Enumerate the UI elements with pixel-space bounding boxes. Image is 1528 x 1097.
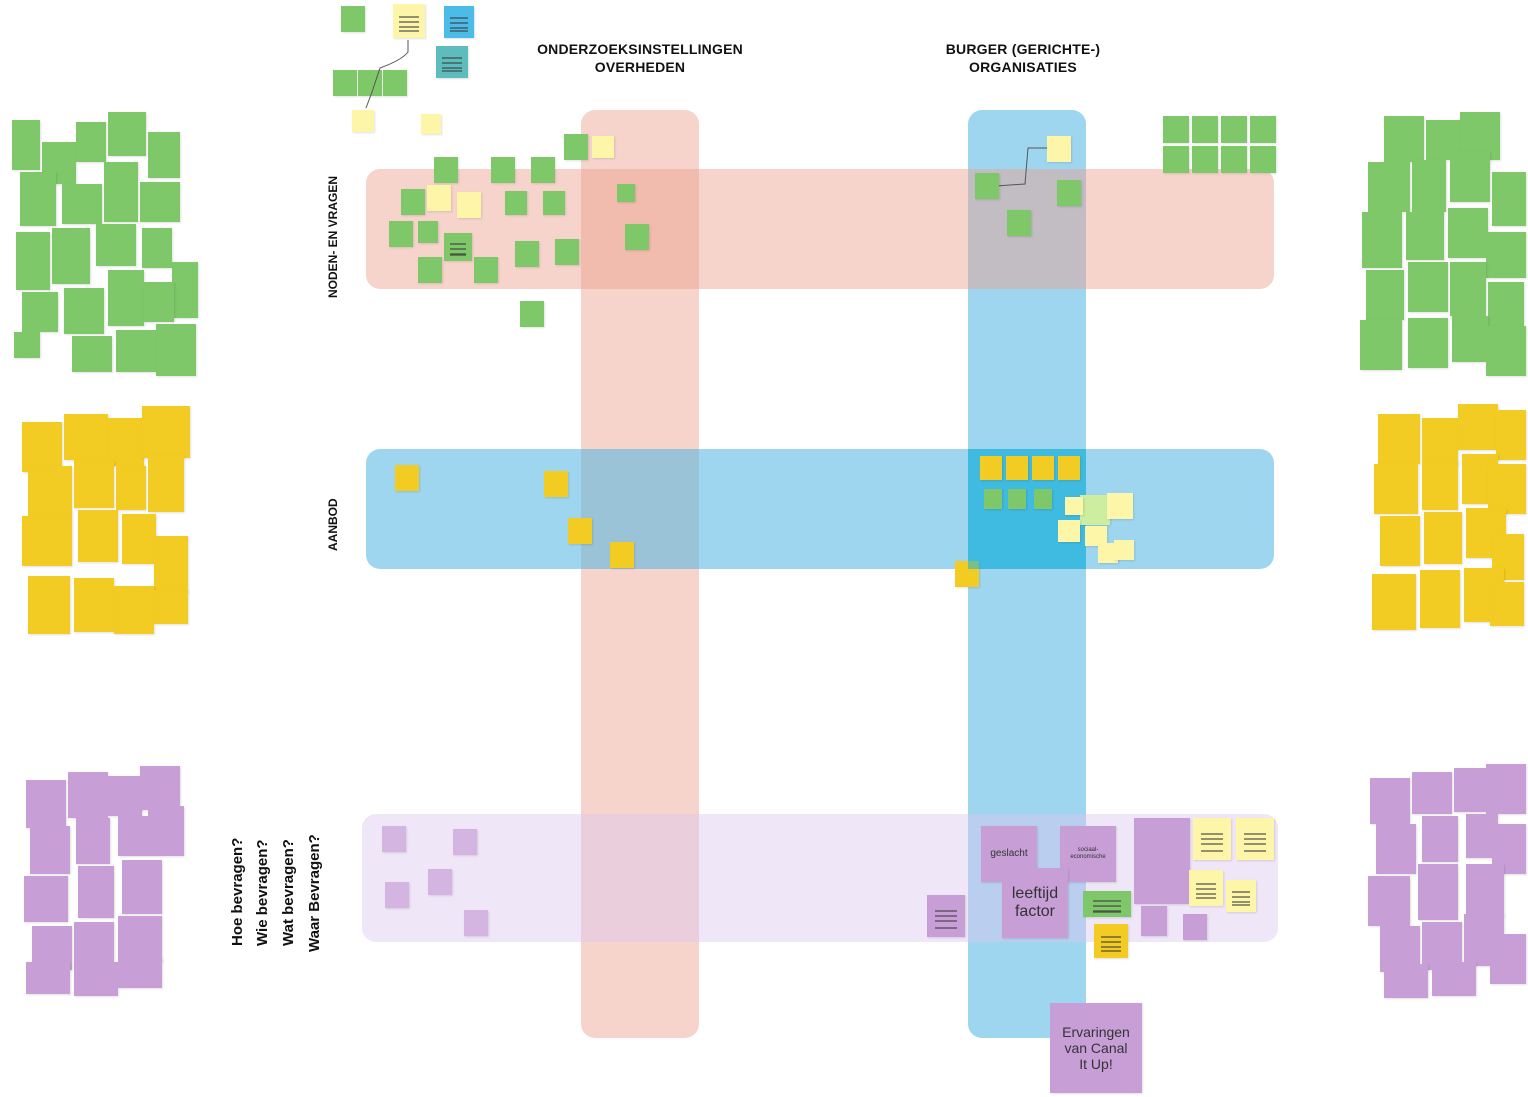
sticky-note[interactable]: [156, 324, 196, 376]
sticky-note-lined[interactable]: [1193, 818, 1231, 860]
sticky-note[interactable]: [457, 192, 481, 218]
sticky-note[interactable]: [1250, 116, 1276, 143]
sticky-note[interactable]: [22, 422, 62, 472]
sticky-note[interactable]: [1047, 136, 1071, 162]
sticky-note[interactable]: [505, 191, 527, 215]
sticky-note[interactable]: [1057, 180, 1081, 206]
cluster-purple-right: [1366, 764, 1526, 998]
sticky-note[interactable]: [1368, 876, 1410, 926]
sticky-note[interactable]: [1192, 146, 1218, 173]
note-text-line: Ervaringen: [1062, 1023, 1130, 1040]
sticky-note[interactable]: [531, 157, 555, 183]
sticky-note[interactable]: [122, 860, 162, 914]
sticky-note[interactable]: [389, 221, 413, 247]
sticky-note[interactable]: [395, 465, 419, 491]
sticky-note[interactable]: [1378, 414, 1420, 464]
sticky-note[interactable]: [1080, 495, 1110, 525]
sticky-note[interactable]: [1221, 116, 1247, 143]
sticky-note[interactable]: [1370, 778, 1410, 824]
sticky-note[interactable]: [1034, 489, 1052, 509]
sticky-note[interactable]: [22, 292, 58, 332]
sticky-note[interactable]: [1372, 574, 1416, 630]
sticky-note[interactable]: [76, 122, 106, 162]
note-text: [1002, 868, 1068, 938]
sticky-note[interactable]: [116, 466, 146, 510]
sticky-note[interactable]: [1408, 318, 1448, 368]
sticky-note[interactable]: [592, 136, 614, 158]
sticky-note[interactable]: [1490, 582, 1524, 626]
note-text-line: factor: [1014, 903, 1055, 920]
sticky-note[interactable]: [52, 228, 90, 284]
sticky-note-lined[interactable]: [444, 233, 472, 261]
sticky-note[interactable]: [76, 818, 110, 864]
cluster-green-right: [1360, 112, 1526, 378]
sticky-note[interactable]: [1490, 934, 1526, 984]
note-text-line: van Canal: [1064, 1039, 1128, 1056]
column-title-line: OVERHEDEN: [594, 59, 686, 75]
sticky-note[interactable]: [1163, 116, 1189, 143]
sticky-note[interactable]: [1183, 914, 1207, 940]
sticky-note[interactable]: [1163, 146, 1189, 173]
sticky-note[interactable]: [544, 471, 568, 497]
sticky-note[interactable]: [118, 816, 148, 856]
sticky-note-lined[interactable]: [927, 895, 965, 937]
sticky-note[interactable]: [453, 829, 477, 855]
sticky-note[interactable]: [1450, 262, 1486, 316]
sticky-note-sociaal[interactable]: [1060, 826, 1116, 882]
sticky-note[interactable]: [1006, 456, 1028, 480]
note-text-line: leeftijd: [1011, 884, 1059, 902]
sticky-note[interactable]: [1486, 764, 1526, 814]
sticky-note[interactable]: [617, 184, 635, 202]
sticky-note[interactable]: [20, 172, 56, 226]
sticky-note[interactable]: [154, 536, 188, 592]
sticky-note[interactable]: [1007, 210, 1031, 236]
sticky-note[interactable]: [12, 120, 40, 170]
sticky-note[interactable]: [1114, 540, 1134, 560]
sticky-note[interactable]: [64, 414, 108, 460]
sticky-note[interactable]: [26, 780, 66, 828]
sticky-note-grid: [1163, 116, 1277, 176]
sticky-note[interactable]: [1422, 816, 1458, 862]
sticky-note[interactable]: [1065, 497, 1083, 515]
sticky-note[interactable]: [1362, 212, 1402, 268]
sticky-note[interactable]: [1458, 404, 1498, 450]
sticky-note[interactable]: [78, 866, 114, 918]
sticky-note[interactable]: [108, 776, 142, 816]
cluster-yellow-left: [18, 406, 192, 636]
sticky-note[interactable]: [1384, 116, 1424, 162]
sticky-note[interactable]: [108, 270, 144, 326]
sticky-note[interactable]: [564, 134, 588, 160]
sticky-note[interactable]: [474, 257, 498, 283]
sticky-note[interactable]: [1452, 316, 1488, 362]
column-title-line: ORGANISATIES: [969, 59, 1077, 75]
sticky-note[interactable]: [118, 958, 162, 988]
sticky-note[interactable]: [142, 406, 190, 458]
sticky-note[interactable]: [980, 456, 1002, 480]
sticky-note[interactable]: [16, 232, 50, 290]
sticky-note[interactable]: [118, 916, 162, 962]
question-wat-bevragen: Wat bevragen?: [280, 839, 297, 946]
sticky-note[interactable]: [74, 962, 118, 996]
sticky-note[interactable]: [434, 157, 458, 183]
sticky-note[interactable]: [428, 869, 452, 895]
sticky-note[interactable]: [154, 590, 188, 624]
cluster-purple-left: [22, 766, 186, 998]
sticky-note[interactable]: [1366, 270, 1404, 320]
sticky-note[interactable]: [1376, 824, 1416, 874]
sticky-note-leeftijd[interactable]: [1002, 868, 1068, 938]
note-text: geslacht: [990, 848, 1028, 860]
sticky-note-lined[interactable]: [1236, 818, 1274, 860]
sticky-note[interactable]: [14, 332, 40, 358]
sticky-note[interactable]: [72, 336, 112, 372]
sticky-note[interactable]: [108, 112, 146, 156]
sticky-note[interactable]: [385, 882, 409, 908]
sticky-note[interactable]: [568, 518, 592, 544]
sticky-note[interactable]: [62, 184, 102, 224]
sticky-note[interactable]: [401, 189, 425, 215]
sticky-note[interactable]: [625, 224, 649, 250]
question-wie-bevragen: Wie bevragen?: [254, 839, 271, 946]
sticky-note[interactable]: [464, 910, 488, 936]
note-text-line: It Up!: [1079, 1056, 1113, 1073]
sticky-note[interactable]: [116, 330, 156, 372]
sticky-note[interactable]: [1360, 320, 1402, 370]
sticky-note[interactable]: [1380, 516, 1420, 566]
note-text: sociaal- economische: [1070, 847, 1106, 860]
cluster-green-left: [12, 112, 198, 378]
sticky-note-lined[interactable]: [1083, 891, 1131, 917]
sticky-note[interactable]: [108, 418, 144, 466]
row-title-noden-en-vragen: NODEN- EN VRAGEN: [326, 175, 340, 298]
sticky-note[interactable]: [1107, 493, 1133, 519]
sticky-note[interactable]: [1488, 464, 1526, 514]
column-title-line: BURGER (GERICHTE-): [945, 41, 1101, 57]
sticky-note[interactable]: [1412, 772, 1452, 814]
sticky-note[interactable]: [96, 224, 136, 266]
sticky-note[interactable]: [1141, 906, 1167, 936]
sticky-note[interactable]: [1412, 160, 1446, 212]
sticky-note[interactable]: [30, 826, 70, 874]
sticky-note[interactable]: [515, 241, 539, 267]
sticky-note[interactable]: [1422, 418, 1458, 464]
question-waar-bevragen: Waar Bevragen?: [306, 834, 323, 952]
sticky-note[interactable]: [1221, 146, 1247, 173]
sticky-note[interactable]: [418, 257, 442, 283]
row-title-aanbod: AANBOD: [326, 498, 340, 551]
question-hoe-bevragen: Hoe bevragen?: [229, 837, 246, 946]
sticky-note[interactable]: [1496, 410, 1526, 460]
sticky-note[interactable]: [28, 576, 70, 634]
sticky-note[interactable]: [172, 262, 198, 318]
sticky-note[interactable]: [1486, 232, 1526, 278]
sticky-note[interactable]: [1406, 212, 1444, 260]
sticky-note[interactable]: [1422, 462, 1458, 510]
sticky-note[interactable]: [1192, 116, 1218, 143]
sticky-note[interactable]: [74, 578, 114, 632]
sticky-note[interactable]: [1368, 162, 1410, 212]
sticky-note[interactable]: [148, 806, 184, 856]
sticky-note[interactable]: [1058, 456, 1080, 480]
sticky-note[interactable]: [1008, 489, 1026, 509]
sticky-note[interactable]: [64, 288, 104, 334]
sticky-note[interactable]: [1374, 464, 1418, 514]
sticky-note[interactable]: [1134, 818, 1190, 904]
sticky-note[interactable]: [26, 962, 70, 994]
sticky-note[interactable]: [142, 228, 172, 268]
sticky-note[interactable]: [1384, 964, 1428, 998]
sticky-note[interactable]: [975, 173, 999, 199]
sticky-note[interactable]: [1454, 768, 1488, 812]
sticky-note[interactable]: [144, 282, 174, 322]
sticky-note[interactable]: [1424, 512, 1462, 564]
sticky-note[interactable]: [1448, 208, 1488, 258]
sticky-note[interactable]: [1488, 282, 1524, 326]
sticky-note[interactable]: [610, 542, 634, 568]
sticky-note[interactable]: [148, 456, 184, 512]
sticky-note[interactable]: [122, 514, 156, 564]
cluster-yellow-right: [1372, 404, 1526, 636]
note-text: [1050, 1003, 1142, 1093]
sticky-note[interactable]: [78, 510, 118, 562]
sticky-note[interactable]: [28, 466, 72, 516]
sticky-note[interactable]: [427, 185, 451, 211]
sticky-note[interactable]: [555, 239, 579, 265]
sticky-note-ervaringen[interactable]: [1050, 1003, 1142, 1093]
sticky-note[interactable]: [68, 772, 108, 818]
sticky-note[interactable]: [1250, 146, 1276, 173]
sticky-note[interactable]: [74, 460, 114, 508]
sticky-note[interactable]: [1492, 172, 1526, 226]
sticky-note-lined[interactable]: [1226, 880, 1256, 912]
sticky-note[interactable]: [1486, 326, 1526, 376]
sticky-note[interactable]: [114, 586, 154, 634]
column-title-line: ONDERZOEKSINSTELLINGEN: [537, 41, 743, 57]
sticky-note[interactable]: [1466, 864, 1504, 916]
sticky-note[interactable]: [491, 157, 515, 183]
sticky-note[interactable]: [140, 766, 180, 810]
sticky-note[interactable]: [418, 221, 438, 243]
sticky-note[interactable]: [543, 191, 565, 215]
sticky-note[interactable]: [1432, 962, 1476, 996]
sticky-note[interactable]: [22, 516, 72, 566]
sticky-note[interactable]: [984, 489, 1002, 509]
sticky-note[interactable]: [1408, 262, 1448, 312]
sticky-note[interactable]: [24, 876, 68, 922]
sticky-note[interactable]: [1058, 520, 1080, 542]
sticky-note[interactable]: [1418, 864, 1458, 920]
sticky-note-lined[interactable]: [1094, 924, 1128, 958]
sticky-note[interactable]: [520, 301, 544, 327]
sticky-note[interactable]: [1032, 456, 1054, 480]
sticky-note[interactable]: [382, 826, 406, 852]
sticky-note[interactable]: [148, 132, 180, 178]
sticky-note-lined[interactable]: [1189, 870, 1223, 906]
sticky-note[interactable]: [1420, 570, 1460, 628]
sticky-note[interactable]: [1450, 152, 1490, 202]
sticky-note[interactable]: [140, 182, 180, 222]
sticky-note[interactable]: [104, 162, 138, 222]
